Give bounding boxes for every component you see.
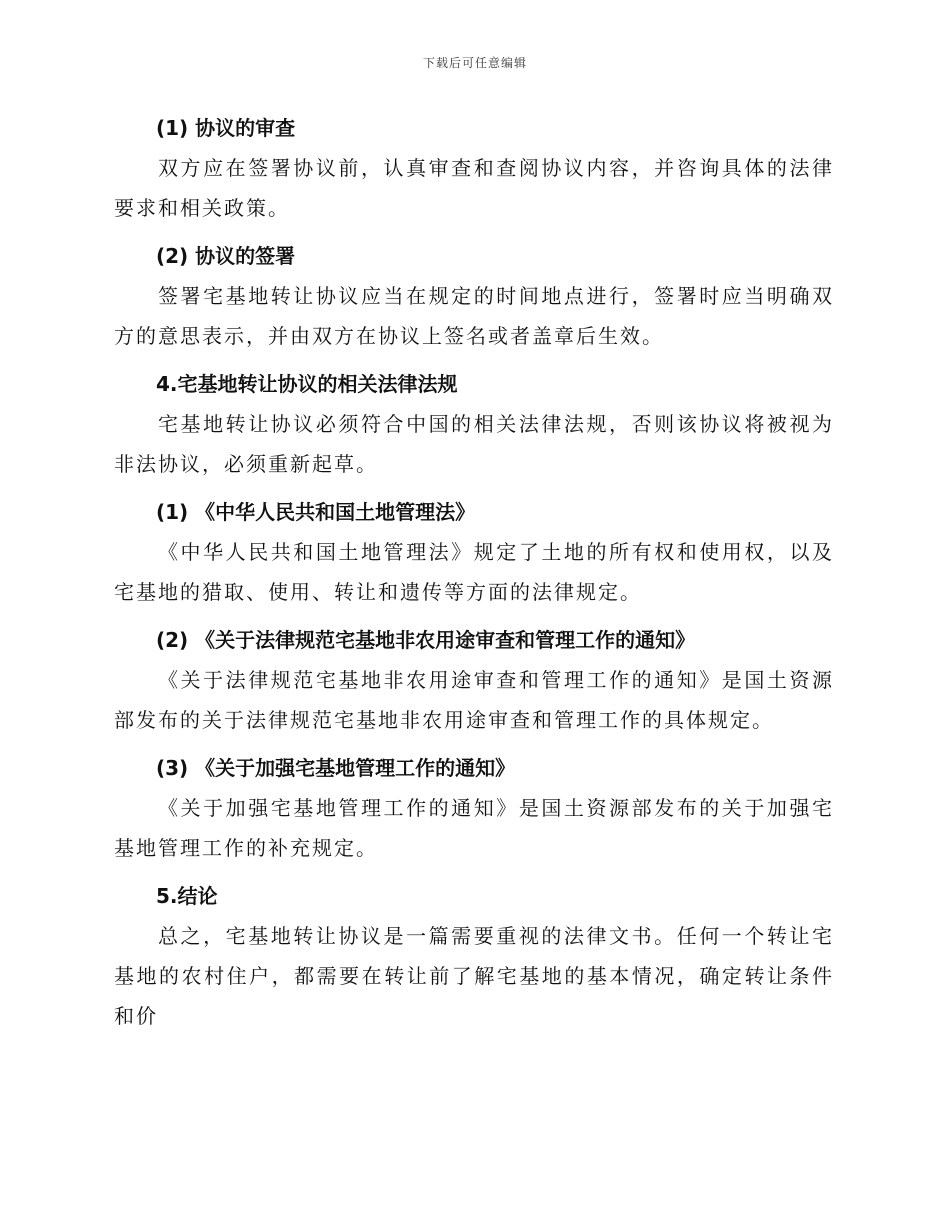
body-paragraph: 《关于加强宅基地管理工作的通知》是国土资源部发布的关于加强宅基地管理工作的补充规定。 [114,796,834,860]
section-heading: (3) 《关于加强宅基地管理工作的通知》 [156,756,516,780]
body-paragraph: 《中华人民共和国土地管理法》规定了土地的所有权和使用权，以及宅基地的猎取、使用、转让和遗传等方面的法律规定。 [114,540,834,604]
body-paragraph: 签署宅基地转让协议应当在规定的时间地点进行，签署时应当明确双方的意思表示，并由双方在协议上签名或者盖章后生效。 [114,284,834,348]
section-heading: (2) 协议的签署 [156,244,296,268]
section-heading: (1) 《中华人民共和国土地管理法》 [156,500,476,524]
body-paragraph: 《关于法律规范宅基地非农用途审查和管理工作的通知》是国土资源部发布的关于法律规范宅基地非农用途审查和管理工作的具体规定。 [114,668,834,732]
page-header: 下载后可任意编辑 [422,56,527,70]
section-heading: 4.宅基地转让协议的相关法律法规 [156,372,458,396]
body-paragraph: 宅基地转让协议必须符合中国的相关法律法规，否则该协议将被视为非法协议，必须重新起草。 [114,412,834,476]
document-body [114,108,834,1044]
section-heading: (1) 协议的审查 [156,116,296,140]
section-heading: (2) 《关于法律规范宅基地非农用途审查和管理工作的通知》 [156,628,696,652]
body-paragraph: 双方应在签署协议前，认真审查和查阅协议内容，并咨询具体的法律要求和相关政策。 [114,156,834,220]
section-heading: 5.结论 [156,884,218,908]
body-paragraph: 总之，宅基地转让协议是一篇需要重视的法律文书。任何一个转让宅基地的农村住户，都需要在转让前了解宅基地的基本情况，确定转让条件和价 [114,924,834,1028]
